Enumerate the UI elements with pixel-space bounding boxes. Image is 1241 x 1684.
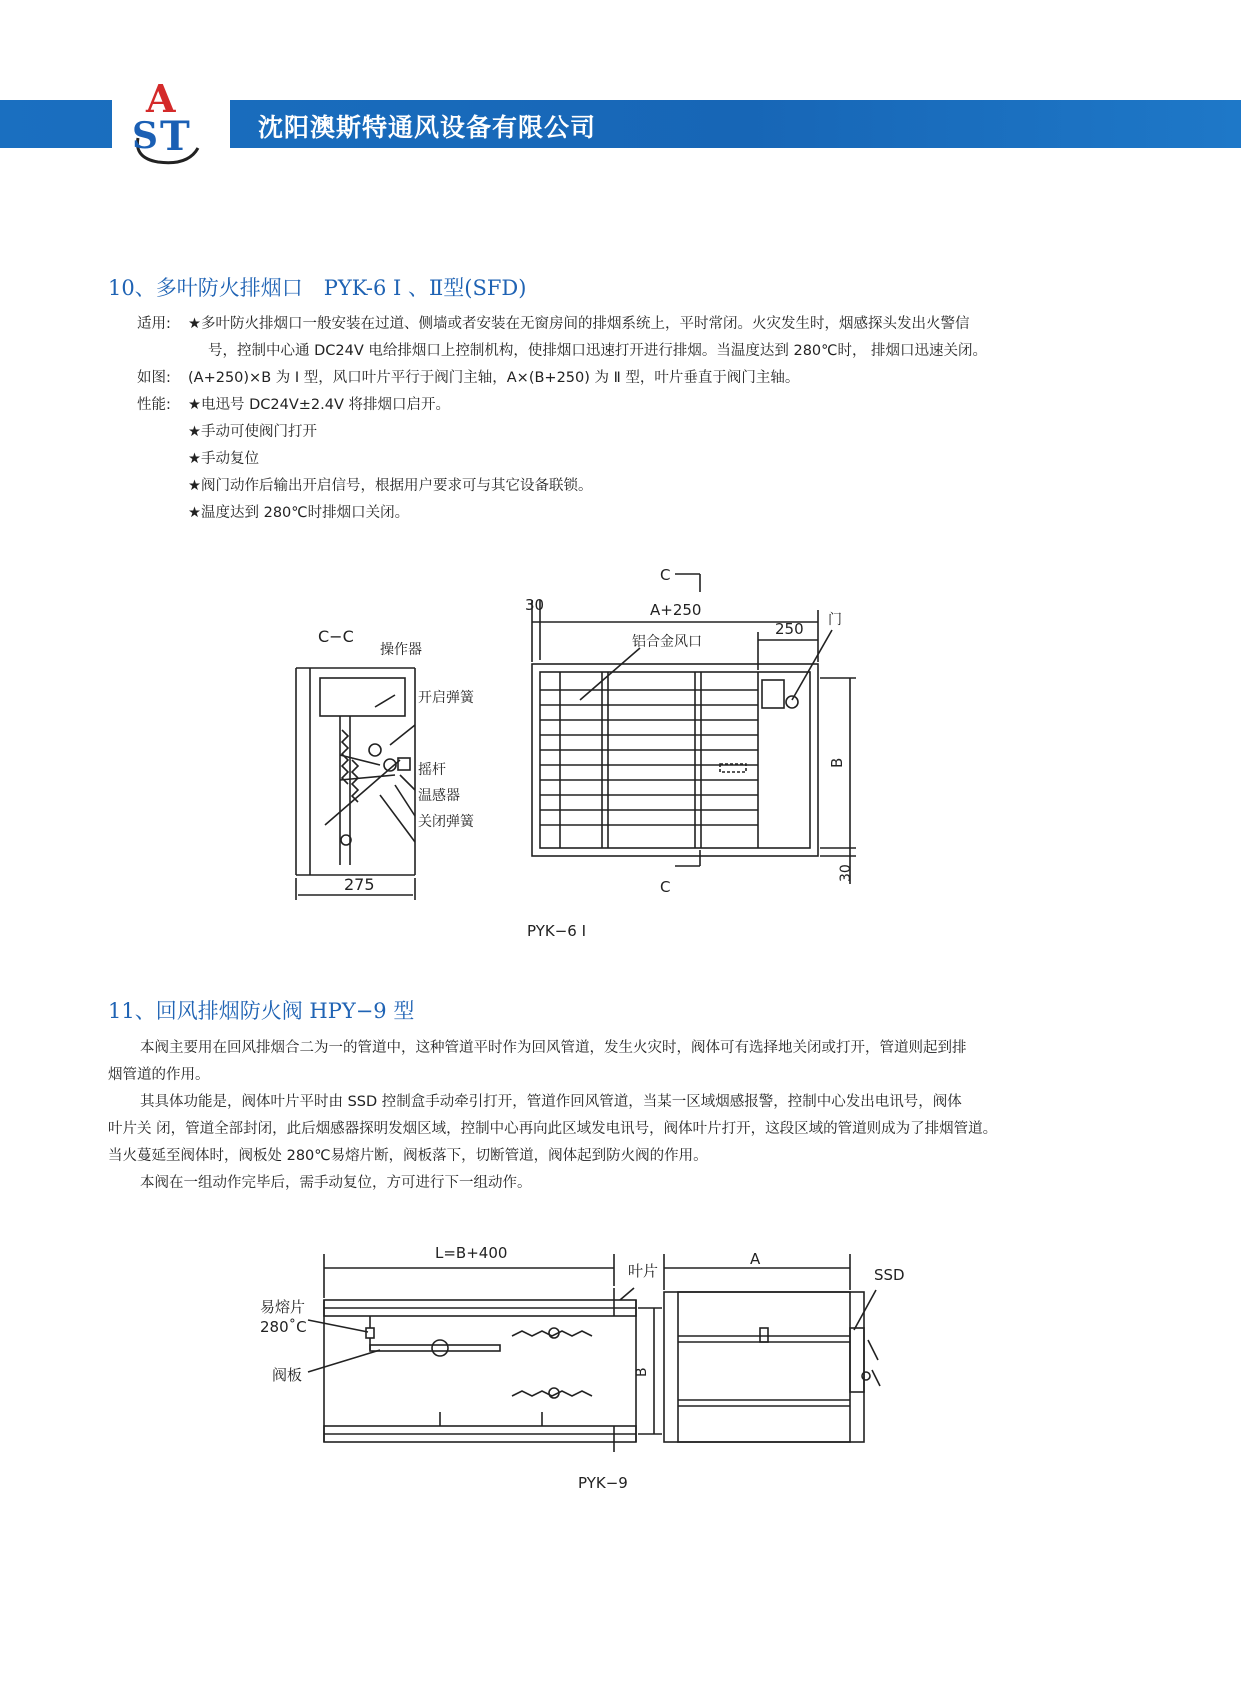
- apply-line-2: 号，控制中心通 DC24V 电给排烟口上控制机构，使排烟口迅速打开进行排烟。当温度达到 280℃时， 排烟口迅速关闭。: [208, 343, 988, 359]
- logo-letter-t: T: [160, 113, 190, 160]
- pyk9-diagram: [250, 1240, 970, 1460]
- section-10-title: 10、多叶防火排烟口 PYK-6 Ⅰ 、Ⅱ型(SFD): [108, 276, 527, 300]
- c-bottom-label: C: [660, 878, 671, 896]
- thermo-label: 温感器: [418, 788, 460, 804]
- cc-label: C−C: [318, 627, 354, 646]
- door-label: 门: [828, 612, 842, 628]
- company-logo: [128, 78, 208, 168]
- figure-text: (A+250)×B 为 Ⅰ 型，风口叶片平行于阀门主轴，A×(B+250) 为 Ⅱ 型，叶片垂直于阀门主轴。: [188, 370, 800, 386]
- para1-line1: 本阀主要用在回风排烟合二为一的管道中，这种管道平时作为回风管道，发生火灾时，阀体可有选择地关闭或打开，管道则起到排: [140, 1040, 967, 1056]
- section-11-title: 11、回风排烟防火阀 HPY−9 型: [108, 999, 415, 1023]
- perf-item: ★手动复位: [188, 451, 259, 467]
- perf-item: ★温度达到 280℃时排烟口关闭。: [188, 505, 410, 521]
- perf-item: ★手动可使阀门打开: [188, 424, 317, 440]
- dim-a: A: [750, 1250, 761, 1268]
- para1-line2: 烟管道的作用。: [108, 1067, 210, 1083]
- fusible-label: 易熔片: [260, 1298, 306, 1316]
- perf-item: ★阀门动作后输出开启信号，根据用户要求可与其它设备联锁。: [188, 478, 593, 494]
- para2-line1: 其具体功能是，阀体叶片平时由 SSD 控制盒手动牵引打开，管道作回风管道，当某一区域烟感报警，控制中心发出电讯号，阀体: [140, 1094, 962, 1110]
- dim-30-top: 30: [525, 596, 545, 614]
- close-spring-label: 关闭弹簧: [418, 814, 474, 830]
- dim-l: L=B+400: [435, 1244, 508, 1262]
- dim-275: 275: [344, 875, 375, 894]
- alu-outlet-label: 铝合金风口: [632, 634, 702, 650]
- pyk9-caption: PYK−9: [578, 1474, 628, 1492]
- dim-250: 250: [775, 620, 804, 638]
- dim-a250: A+250: [650, 601, 702, 619]
- logo-letter-a: A: [146, 78, 176, 121]
- apply-label: 适用:: [137, 316, 171, 332]
- logo-letter-s: S: [132, 115, 158, 157]
- pyk6-diagram: [280, 560, 900, 900]
- open-spring-label: 开启弹簧: [418, 690, 474, 706]
- ssd-label: SSD: [874, 1266, 905, 1284]
- perf-label: 性能:: [137, 397, 171, 413]
- temp-label: 280˚C: [260, 1318, 307, 1336]
- company-name: 沈阳澳斯特通风设备有限公司: [258, 113, 597, 142]
- para2-line2: 叶片关 闭，管道全部封闭，此后烟感器探明发烟区域，控制中心再向此区域发电讯号，阀体叶片打开，这段区域的管道则成为了排烟管道。: [108, 1121, 998, 1137]
- apply-line-1: ★多叶防火排烟口一般安装在过道、侧墙或者安装在无窗房间的排烟系统上，平时常闭。火灾发生时，烟感探头发出火警信: [188, 316, 970, 332]
- dim-30-side: 30: [838, 864, 854, 882]
- perf-item: ★电迅号 DC24V±2.4V 将排烟口启开。: [188, 397, 451, 413]
- figure-label: 如图:: [137, 370, 171, 386]
- para2-line3: 当火蔓延至阀体时，阀板处 280℃易熔片断，阀板落下，切断管道，阀体起到防火阀的作用。: [108, 1148, 708, 1164]
- plate-label: 阀板: [272, 1366, 303, 1384]
- operator-label: 操作器: [380, 642, 422, 658]
- blade-label: 叶片: [628, 1262, 659, 1280]
- para3: 本阀在一组动作完毕后，需手动复位，方可进行下一组动作。: [140, 1175, 532, 1191]
- dim-b: B: [634, 1367, 650, 1377]
- dim-b: B: [828, 757, 846, 768]
- c-top-label: C: [660, 566, 671, 584]
- pyk6-caption: PYK−6 Ⅰ: [527, 922, 587, 940]
- rocker-label: 摇杆: [418, 762, 446, 778]
